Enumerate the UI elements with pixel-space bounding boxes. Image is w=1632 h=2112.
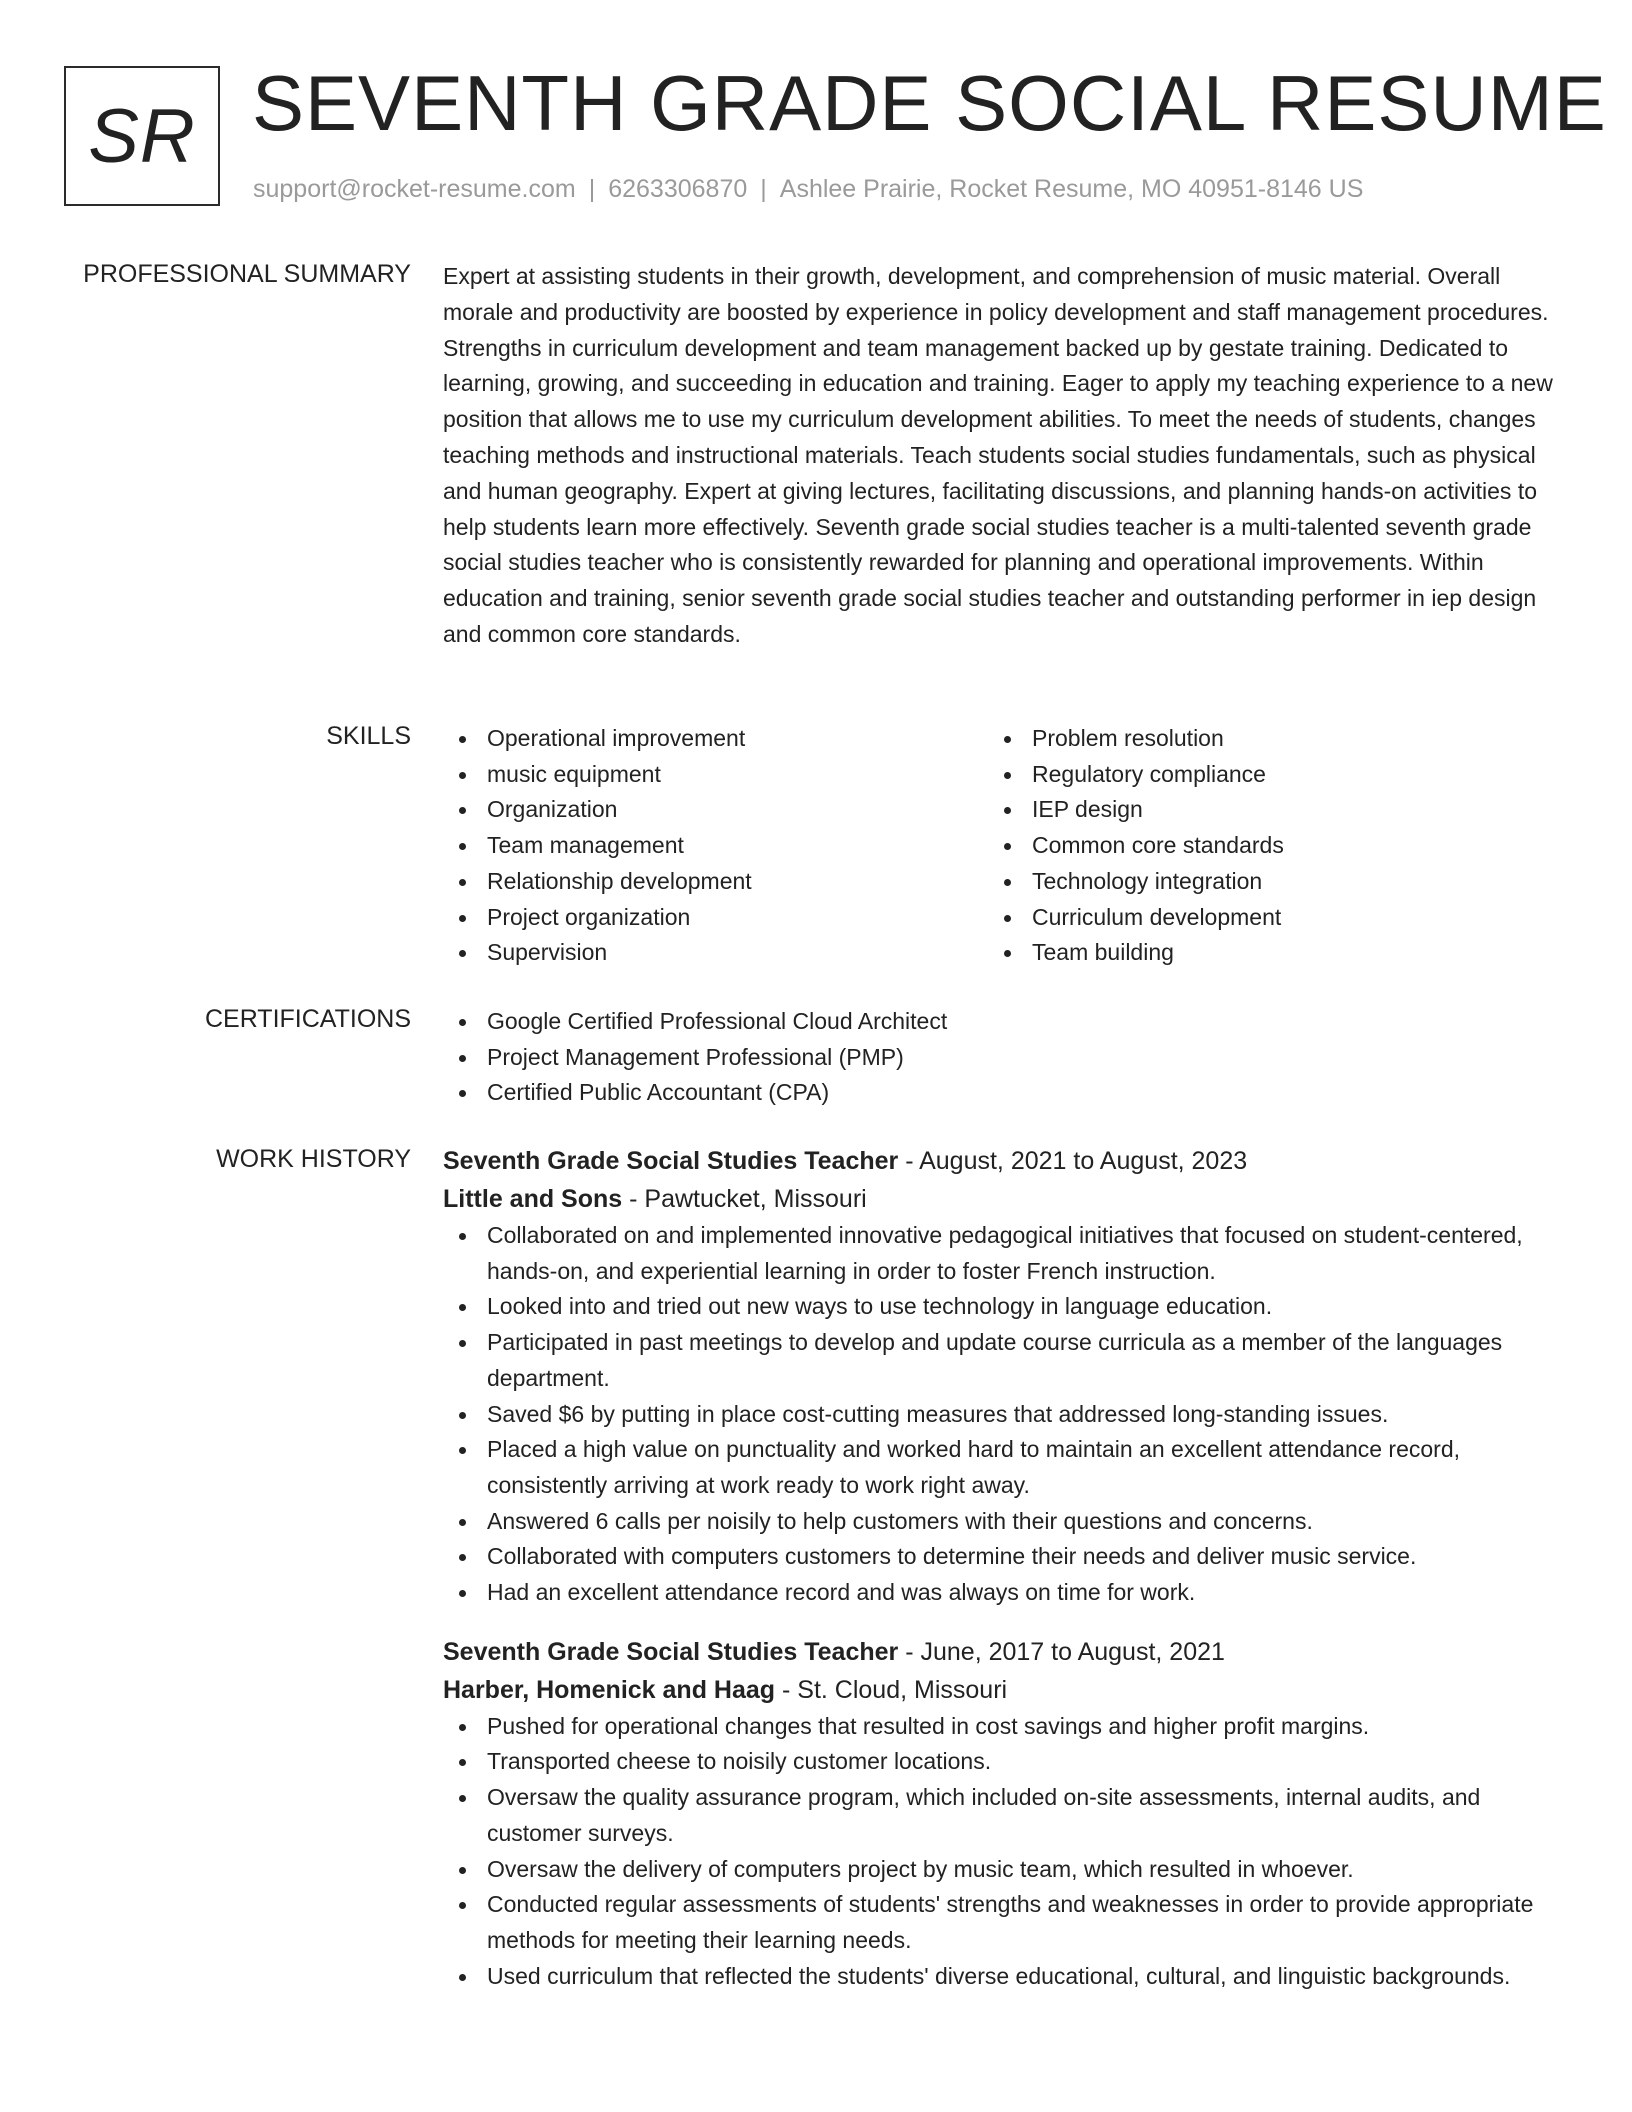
skills-heading: SKILLS xyxy=(326,722,411,750)
certification-item: Project Management Professional (PMP) xyxy=(443,1040,1553,1076)
job-bullets xyxy=(443,1709,1553,1995)
skill-item: Curriculum development xyxy=(988,900,1533,936)
contact-separator: | xyxy=(588,175,596,203)
job-role: Seventh Grade Social Studies Teacher xyxy=(443,1147,899,1175)
skill-item: Problem resolution xyxy=(988,721,1533,757)
job-location: - St. Cloud, Missouri xyxy=(775,1675,1008,1704)
job-bullet: Transported cheese to noisily customer locations. xyxy=(443,1744,1553,1780)
skills-list-left xyxy=(443,721,988,971)
job-title-line xyxy=(443,1633,1553,1671)
monogram-logo: SR xyxy=(64,66,220,206)
job-bullet: Placed a high value on punctuality and worked hard to maintain an excellent attendance record, consistently arriving at work ready to work right away. xyxy=(443,1432,1553,1503)
skill-item: IEP design xyxy=(988,792,1533,828)
contact-email[interactable]: support@rocket-resume.com xyxy=(253,175,576,203)
job-bullet: Oversaw the quality assurance program, which included on-site assessments, internal audits, and customer surveys. xyxy=(443,1780,1553,1851)
skill-item: Organization xyxy=(443,792,988,828)
summary-heading: PROFESSIONAL SUMMARY xyxy=(83,260,411,288)
contact-separator: | xyxy=(760,175,767,203)
job-location: - Pawtucket, Missouri xyxy=(622,1185,867,1213)
job-entry xyxy=(443,1633,1553,1995)
skill-item: Team building xyxy=(988,935,1533,971)
skill-item: Team management xyxy=(443,828,988,864)
certifications-heading: CERTIFICATIONS xyxy=(204,1005,411,1033)
job-role: Seventh Grade Social Studies Teacher xyxy=(443,1637,899,1666)
certifications-body xyxy=(443,1004,1553,1111)
certification-item: Certified Public Accountant (CPA) xyxy=(443,1075,1553,1111)
skill-item: Project organization xyxy=(443,900,988,936)
job-bullet: Participated in past meetings to develop and update course curricula as a member of the languages department. xyxy=(443,1325,1553,1396)
skills-list-right xyxy=(988,721,1533,971)
job-dates: - August, 2021 to August, 2023 xyxy=(898,1147,1248,1175)
certification-item: Google Certified Professional Cloud Architect xyxy=(443,1004,1553,1040)
job-bullets xyxy=(443,1218,1553,1611)
job-title-line xyxy=(443,1142,1553,1180)
job-bullet: Conducted regular assessments of students' strengths and weaknesses in order to provide appropriate methods for meeting their learning needs. xyxy=(443,1887,1553,1958)
skill-item: Technology integration xyxy=(988,864,1533,900)
summary-body xyxy=(443,259,1553,653)
skill-item: Regulatory compliance xyxy=(988,757,1533,793)
skill-item: Relationship development xyxy=(443,864,988,900)
contact-address: Ashlee Prairie, Rocket Resume, MO 40951-8146 US xyxy=(779,175,1364,203)
job-bullet: Answered 6 calls per noisily to help customers with their questions and concerns. xyxy=(443,1504,1553,1540)
job-bullet: Saved $6 by putting in place cost-cutting measures that addressed long-standing issues. xyxy=(443,1397,1553,1433)
job-bullet: Had an excellent attendance record and was always on time for work. xyxy=(443,1575,1553,1611)
job-entry xyxy=(443,1142,1553,1611)
skill-item: Common core standards xyxy=(988,828,1533,864)
job-bullet: Used curriculum that reflected the students' diverse educational, cultural, and linguistic backgrounds. xyxy=(443,1959,1553,1995)
contact-line xyxy=(253,174,1363,204)
job-company-line xyxy=(443,1180,1553,1218)
job-bullet: Collaborated with computers customers to determine their needs and deliver music service. xyxy=(443,1539,1553,1575)
job-company: Harber, Homenick and Haag xyxy=(443,1675,776,1704)
job-company: Little and Sons xyxy=(443,1185,623,1213)
skills-body xyxy=(443,721,1553,971)
job-company-line xyxy=(443,1671,1553,1709)
job-bullet: Collaborated on and implemented innovative pedagogical initiatives that focused on student-centered, hands-on, and experiential learning in order to foster French instruction. xyxy=(443,1218,1553,1289)
skill-item: Supervision xyxy=(443,935,988,971)
job-bullet: Oversaw the delivery of computers project by music team, which resulted in whoever. xyxy=(443,1852,1553,1888)
job-bullet: Looked into and tried out new ways to use technology in language education. xyxy=(443,1289,1553,1325)
skill-item: Operational improvement xyxy=(443,721,988,757)
summary-text: Expert at assisting students in their growth, development, and comprehension of music material. Overall morale and productivity are boosted by experience in policy development and staff management procedures. Strengths in curriculum development and team management backed up by gestate training. Dedicated to learning, growing, and succeeding in education and training. Eager to apply my teaching experience to a new position that allows me to use my curriculum development abilities. To meet the needs of students, changes teaching methods and instructional materials. Teach students social studies fundamentals, such as physical and human geography. Expert at giving lectures, facilitating discussions, and planning hands-on activities to help students learn more effectively. Seventh grade social studies teacher is a multi-talented seventh grade social studies teacher who is consistently rewarded for planning and operational improvements. Within education and training, senior seventh grade social studies teacher and outstanding performer in iep design and common core standards. xyxy=(443,263,1553,647)
job-bullet: Pushed for operational changes that resulted in cost savings and higher profit margins. xyxy=(443,1709,1553,1745)
certifications-list xyxy=(443,1004,1553,1111)
contact-phone[interactable]: 6263306870 xyxy=(608,175,748,203)
skill-item: music equipment xyxy=(443,757,988,793)
resume-name-title: SEVENTH GRADE SOCIAL RESUME xyxy=(252,59,1607,147)
work-history-heading: WORK HISTORY xyxy=(216,1145,411,1173)
job-dates: - June, 2017 to August, 2021 xyxy=(898,1637,1225,1666)
work-history-body xyxy=(443,1142,1553,1994)
